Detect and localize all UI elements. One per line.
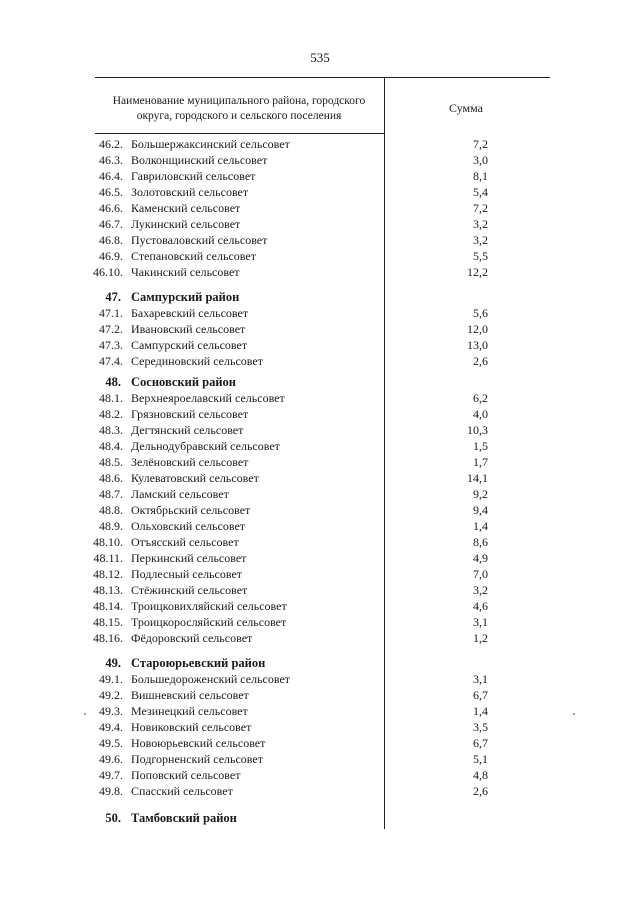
- table-row: [0, 422, 640, 438]
- row-number: 48.5.: [99, 455, 123, 469]
- table-row: [0, 248, 640, 264]
- row-number: 46.4.: [99, 169, 123, 183]
- sum-value: 5,5: [473, 249, 488, 263]
- name-column-header-line2: округа, городского и сельского поселения: [136, 110, 342, 122]
- table-row: [0, 216, 640, 232]
- settlement-name: Золотовский сельсовет: [131, 185, 249, 199]
- table-row: [0, 687, 640, 703]
- table-row: [0, 438, 640, 454]
- settlement-name: Зелёновский сельсовет: [131, 455, 249, 469]
- sum-value: 13,0: [467, 338, 488, 352]
- table-row: [0, 534, 640, 550]
- table-row: [0, 566, 640, 582]
- settlement-name: Вишневский сельсовет: [131, 688, 249, 702]
- row-number: 46.10.: [93, 265, 123, 279]
- table-row: [0, 582, 640, 598]
- row-number: 49.8.: [99, 784, 123, 798]
- table-row: [0, 598, 640, 614]
- settlement-name: Гавриловский сельсовет: [131, 169, 256, 183]
- section-row: [0, 655, 640, 671]
- section-row: [0, 289, 640, 305]
- settlement-name: Бахаревский сельсовет: [131, 306, 249, 320]
- sum-value: 1,4: [473, 704, 488, 718]
- table-row: [0, 703, 640, 719]
- table-row: [0, 671, 640, 687]
- row-number: 48.8.: [99, 503, 123, 517]
- settlement-name: Троицковихляйский сельсовет: [131, 599, 287, 613]
- settlement-name: Октябрьский сельсовет: [131, 503, 251, 517]
- sum-value: 3,1: [473, 672, 488, 686]
- table-row: [0, 550, 640, 566]
- sum-value: 14,1: [467, 471, 488, 485]
- sum-value: 7,0: [473, 567, 488, 581]
- row-number: 49.4.: [99, 720, 123, 734]
- sum-value: 8,6: [473, 535, 488, 549]
- name-column-header: [98, 94, 380, 124]
- row-number: 47.1.: [99, 306, 123, 320]
- table-row: [0, 518, 640, 534]
- settlement-name: Серединовский сельсовет: [131, 354, 263, 368]
- table-row: [0, 751, 640, 767]
- row-number: 48.13.: [93, 583, 123, 597]
- row-number: 48.2.: [99, 407, 123, 421]
- table-row: [0, 232, 640, 248]
- table-row: [0, 486, 640, 502]
- table-row: [0, 264, 640, 280]
- settlement-name: Фёдоровский сельсовет: [131, 631, 253, 645]
- settlement-name: Подлесный сельсовет: [131, 567, 243, 581]
- row-number: 48.6.: [99, 471, 123, 485]
- sum-value: 5,6: [473, 306, 488, 320]
- sum-value: 12,2: [467, 265, 488, 279]
- table-row: [0, 783, 640, 799]
- sum-value: 5,1: [473, 752, 488, 766]
- row-number: 49.1.: [99, 672, 123, 686]
- table-row: [0, 152, 640, 168]
- table-row: [0, 184, 640, 200]
- table-row: [0, 767, 640, 783]
- settlement-name: Большержаксинский сельсовет: [131, 137, 290, 151]
- sum-value: 3,2: [473, 217, 488, 231]
- settlement-name: Чакинский сельсовет: [131, 265, 240, 279]
- table-row: [0, 321, 640, 337]
- settlement-name: Стёжинский сельсовет: [131, 583, 248, 597]
- name-column-header-line1: Наименование муниципального района, городского: [112, 95, 366, 107]
- sum-value: 1,4: [473, 519, 488, 533]
- sum-value: 3,1: [473, 615, 488, 629]
- table-row: [0, 719, 640, 735]
- sum-value: 12,0: [467, 322, 488, 336]
- sum-value: 2,6: [473, 354, 488, 368]
- settlement-name: Новоюрьевский сельсовет: [131, 736, 266, 750]
- table-row: [0, 200, 640, 216]
- row-number: 46.7.: [99, 217, 123, 231]
- settlement-name: Волконщинский сельсовет: [131, 153, 268, 167]
- row-number: 47.2.: [99, 322, 123, 336]
- row-number: 49.5.: [99, 736, 123, 750]
- settlement-name: Ивановский сельсовет: [131, 322, 246, 336]
- row-number: 48.7.: [99, 487, 123, 501]
- row-number: 47.: [105, 290, 121, 304]
- row-number: 47.4.: [99, 354, 123, 368]
- settlement-name: Спасский сельсовет: [131, 784, 233, 798]
- settlement-name: Большедороженский сельсовет: [131, 672, 291, 686]
- row-number: 46.2.: [99, 137, 123, 151]
- sum-value: 5,4: [473, 185, 488, 199]
- settlement-name: Новиковский сельсовет: [131, 720, 252, 734]
- sum-value: 9,2: [473, 487, 488, 501]
- settlement-name: Дельнодубравский сельсовет: [131, 439, 280, 453]
- sum-value: 9,4: [473, 503, 488, 517]
- table-row: [0, 470, 640, 486]
- sum-value: 10,3: [467, 423, 488, 437]
- table-row: [0, 136, 640, 152]
- sum-value: 4,0: [473, 407, 488, 421]
- sum-value: 3,5: [473, 720, 488, 734]
- row-number: 48.14.: [93, 599, 123, 613]
- table-row: [0, 305, 640, 321]
- header-bottom-rule: [95, 133, 385, 134]
- table-row: [0, 406, 640, 422]
- row-number: 48.12.: [93, 567, 123, 581]
- sum-value: 8,1: [473, 169, 488, 183]
- row-number: 46.9.: [99, 249, 123, 263]
- row-number: 48.10.: [93, 535, 123, 549]
- row-number: 48.: [105, 375, 121, 389]
- settlement-name: Отъясский сельсовет: [131, 535, 239, 549]
- table-row: [0, 502, 640, 518]
- settlement-name: Каменский сельсовет: [131, 201, 241, 215]
- district-name: Сампурский район: [131, 290, 240, 304]
- table-row: [0, 337, 640, 353]
- district-name: Тамбовский район: [131, 811, 237, 825]
- row-number: 49.3.: [99, 704, 123, 718]
- row-number: 48.16.: [93, 631, 123, 645]
- table-row: [0, 353, 640, 369]
- settlement-name: Перкинский сельсовет: [131, 551, 247, 565]
- settlement-name: Ольховский сельсовет: [131, 519, 246, 533]
- row-number: 49.: [105, 656, 121, 670]
- district-name: Староюрьевский район: [131, 656, 266, 670]
- table-row: [0, 454, 640, 470]
- sum-value: 4,8: [473, 768, 488, 782]
- sum-value: 3,2: [473, 583, 488, 597]
- sum-value: 1,2: [473, 631, 488, 645]
- settlement-name: Сампурский сельсовет: [131, 338, 248, 352]
- table-row: [0, 630, 640, 646]
- sum-value: 4,6: [473, 599, 488, 613]
- sum-value: 4,9: [473, 551, 488, 565]
- sum-value: 3,0: [473, 153, 488, 167]
- settlement-name: Ламский сельсовет: [131, 487, 229, 501]
- sum-value: 6,7: [473, 688, 488, 702]
- sum-value: 7,2: [473, 137, 488, 151]
- row-number: 49.2.: [99, 688, 123, 702]
- scan-speck: [84, 713, 86, 715]
- row-number: 48.11.: [93, 551, 123, 565]
- row-number: 48.4.: [99, 439, 123, 453]
- district-name: Сосновский район: [131, 375, 237, 389]
- row-number: 46.5.: [99, 185, 123, 199]
- row-number: 49.7.: [99, 768, 123, 782]
- settlement-name: Верхнеяроелавский сельсовет: [131, 391, 285, 405]
- section-row: [0, 810, 640, 826]
- settlement-name: Троицкоросляйский сельсовет: [131, 615, 287, 629]
- settlement-name: Дегтянский сельсовет: [131, 423, 244, 437]
- row-number: 48.3.: [99, 423, 123, 437]
- settlement-name: Поповский сельсовет: [131, 768, 241, 782]
- row-number: 50.: [105, 811, 121, 825]
- settlement-name: Подгорненский сельсовет: [131, 752, 263, 766]
- row-number: 46.6.: [99, 201, 123, 215]
- settlement-name: Лукинский сельсовет: [131, 217, 241, 231]
- settlement-name: Пустоваловский сельсовет: [131, 233, 268, 247]
- sum-value: 6,7: [473, 736, 488, 750]
- table-top-rule: [95, 77, 550, 78]
- row-number: 49.6.: [99, 752, 123, 766]
- row-number: 46.8.: [99, 233, 123, 247]
- section-row: [0, 374, 640, 390]
- table-row: [0, 735, 640, 751]
- sum-value: 2,6: [473, 784, 488, 798]
- settlement-name: Кулеватовский сельсовет: [131, 471, 259, 485]
- page-number: 535: [310, 50, 330, 65]
- settlement-name: Степановский сельсовет: [131, 249, 256, 263]
- row-number: 48.1.: [99, 391, 123, 405]
- sum-value: 6,2: [473, 391, 488, 405]
- sum-value: 7,2: [473, 201, 488, 215]
- row-number: 47.3.: [99, 338, 123, 352]
- table-row: [0, 390, 640, 406]
- sum-column-header: Сумма: [449, 101, 483, 115]
- scan-speck: [573, 713, 575, 715]
- sum-value: 3,2: [473, 233, 488, 247]
- table-row: [0, 614, 640, 630]
- sum-value: 1,7: [473, 455, 488, 469]
- sum-value: 1,5: [473, 439, 488, 453]
- row-number: 48.15.: [93, 615, 123, 629]
- table-row: [0, 168, 640, 184]
- row-number: 48.9.: [99, 519, 123, 533]
- settlement-name: Мезинецкий сельсовет: [131, 704, 248, 718]
- settlement-name: Грязновский сельсовет: [131, 407, 249, 421]
- row-number: 46.3.: [99, 153, 123, 167]
